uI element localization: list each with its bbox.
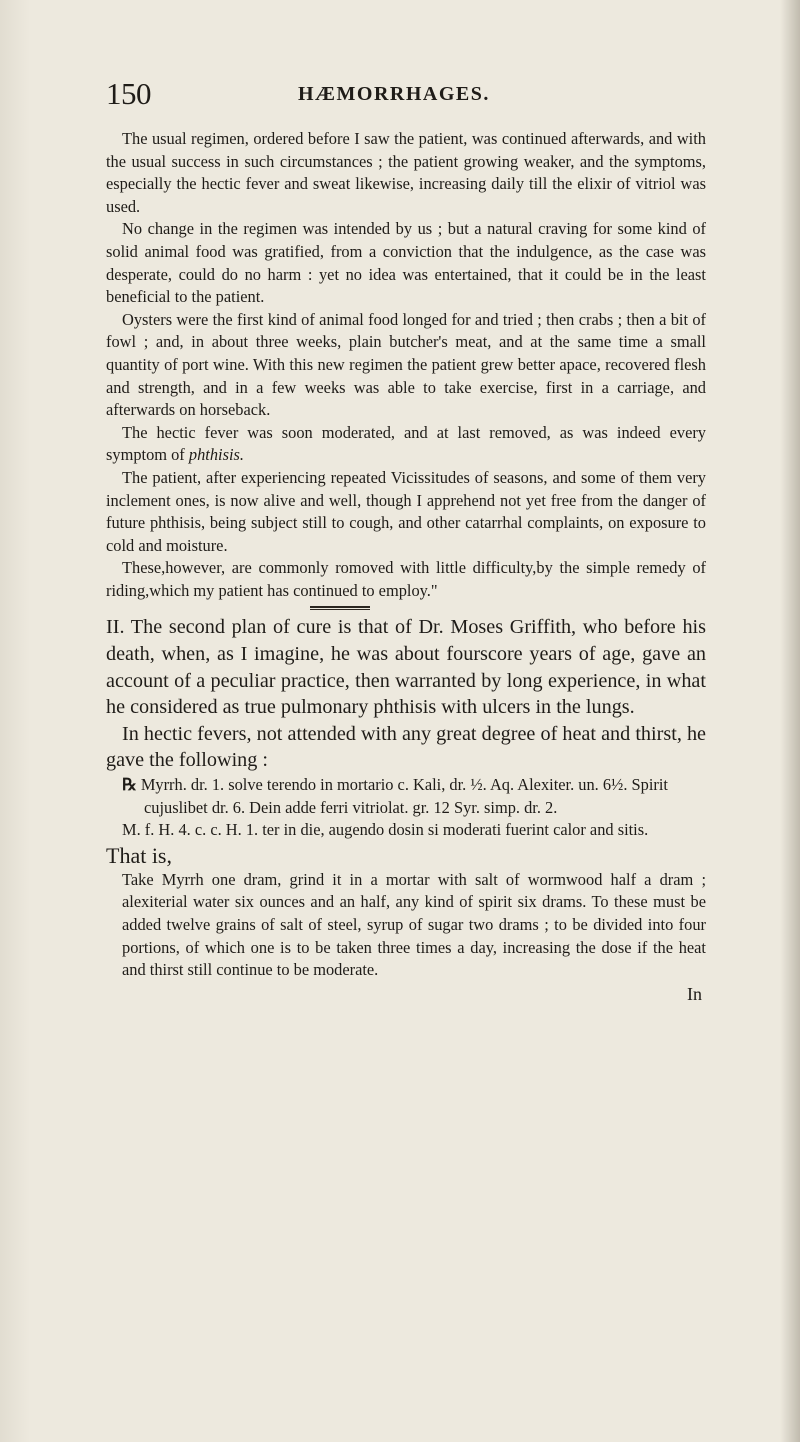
prescription-text: Myrrh. dr. 1. solve terendo in mortario c. Kali, dr. ½. Aq. Alexiter. un. 6½. Spirit cujuslibet dr. 6. Dein adde ferri vitriolat. gr. 12 Syr. simp. dr. 2. xyxy=(140,775,668,817)
running-head: HÆMORRHAGES. xyxy=(298,83,490,105)
paragraph-second-plan: II. The second plan of cure is that of Dr. Moses Griffith, who before his death, when, as I imagine, he was about fourscore years of age, gave an account of a peculiar practice, then warranted by long experience, in what he considered as true pulmonary phthisis with ulcers in the lungs. xyxy=(106,616,706,719)
paragraph-hectic xyxy=(106,422,706,467)
catchword: In xyxy=(687,983,702,1004)
paragraph-regimen: The usual regimen, ordered before I saw the patient, was continued afterwards, and with the usual success in such circumstances ; the patient growing weaker, and the symptoms, especially the hectic fever and sweat likewise, increasing daily till the elixir of vitriol was used. xyxy=(106,129,706,216)
second-plan-section xyxy=(106,614,706,774)
prescription xyxy=(106,774,706,819)
that-is-heading: That is, xyxy=(106,842,172,868)
case-narrative xyxy=(106,128,706,602)
page-edge-shadow xyxy=(780,0,800,1442)
recipe-symbol: ℞ xyxy=(122,775,137,795)
prescription-directions: M. f. H. 4. c. c. H. 1. ter in die, augendo dosin si moderati fuerint calor and sitis. xyxy=(122,820,649,840)
phthisis-italic: phthisis. xyxy=(188,445,244,465)
paragraph-oysters: Oysters were the first kind of animal food longed for and tried ; then crabs ; then a bit of fowl ; and, in about three weeks, plain butcher's meat, and at the same time a small quantity of port wine. With this new regimen the patient grew better apace, recovered flesh and strength, and in a few weeks was able to take exercise, first in a carriage, and afterwards on horseback. xyxy=(106,309,706,420)
paragraph-hectic-fevers: In hectic fevers, not attended with any great degree of heat and thirst, he gave the following : xyxy=(106,722,706,772)
section-rule xyxy=(310,606,370,610)
translation-paragraph: Take Myrrh one dram, grind it in a mortar with salt of wormwood half a dram ; alexiterial water six ounces and an half, any kind of spirit six drams. To these must be added twelve grains of salt of steel, syrup of sugar two drams ; to be divided into four portions, of which one is to be taken three times a day, increasing the dose if the heat and thirst still continue to be moderate. xyxy=(122,869,706,980)
body-text xyxy=(106,128,706,1006)
paragraph-vicissitudes: The patient, after experiencing repeated Vicissitudes of seasons, and some of them very inclement ones, is now alive and well, though I apprehend not yet free from the danger of future phthisis, being subject still to cough, and other catarrhal complaints, on exposure to cold and moisture. xyxy=(106,467,706,555)
hectic-text: The hectic fever was soon moderated, and at last removed, as was indeed every symptom of xyxy=(106,422,706,465)
page-header xyxy=(106,76,706,116)
page-number: 150 xyxy=(106,76,151,111)
paragraph-craving: No change in the regimen was intended by us ; but a natural craving for some kind of solid animal food was gratified, from a conviction that the indulgence, as the case was desperate, could do no harm : yet no idea was entertained, that it could be in the least beneficial to the patient. xyxy=(106,219,706,307)
paragraph-riding: These,however, are commonly romoved with little difficulty,by the simple remedy of riding,which my patient has continued to employ." xyxy=(106,558,706,600)
